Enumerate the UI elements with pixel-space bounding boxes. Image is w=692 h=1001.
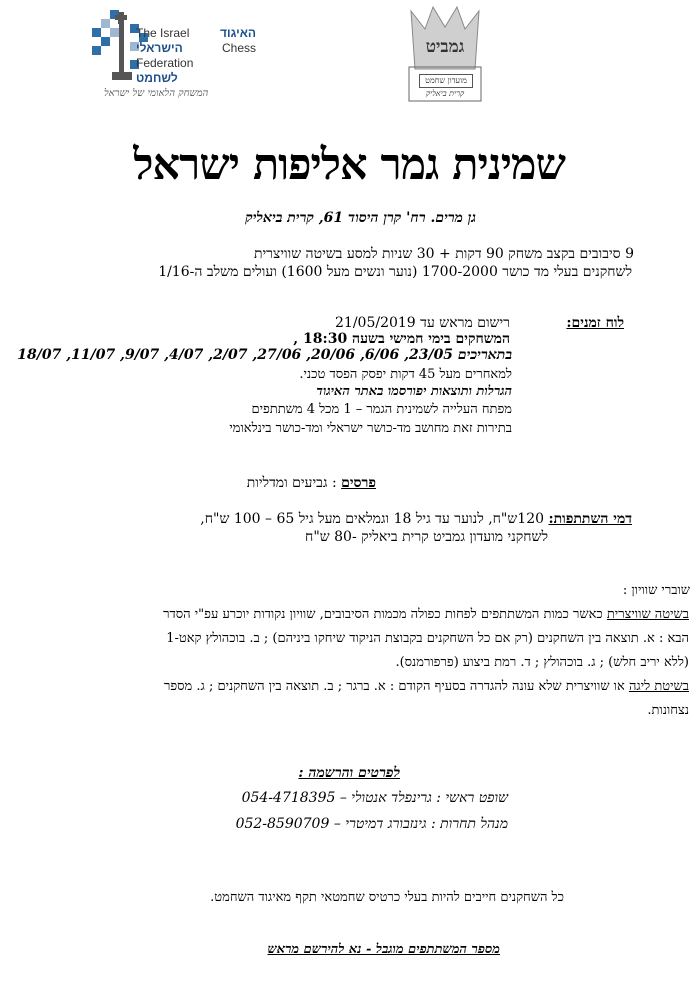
tournament-director-contact: מנהל תחרות : גינזבורג דמיטרי – 052-8590709 [235, 816, 508, 832]
tiebreaks-swiss-line-2: הבא : א. תוצאה בין השחקנים (רק אם כל השחקנים בקבוצת הניקוד שיחקו ביניהם) ; ב. בוכהולץ קאט-1 [166, 631, 689, 646]
fees-line-2: לשחקני מועדון גמביט קרית ביאליק -80 ש"ח [305, 529, 548, 545]
fees-label: דמי השתתפות: [548, 511, 632, 527]
gambit-club-subtitle: מועדון שחמט [419, 74, 473, 88]
schedule-late-note: למאחרים מעל 45 דקות יפסק הפסד טכני. [299, 367, 512, 382]
swiss-text-1: כאשר כמות המשתתפים לפחות כפולה מכמות הסיבובים, שוויון נקודות יוכרע עפ"י הסדר [163, 607, 607, 622]
gambit-club-logo [405, 3, 485, 103]
tiebreaks-swiss-line-1 [0, 606, 689, 623]
footer-note: מספר המשתתפים מוגבל - נא להירשם מראש [267, 942, 500, 957]
federation-en-line: The Israel [136, 26, 190, 40]
fees-text-1: 120ש"ח, לנוער עד גיל 18 וגמלאים מעל גיל 65 – 100 ש"ח, [200, 511, 549, 527]
prizes-text: : גביעים ומדליות [246, 475, 342, 491]
federation-tagline: המשחק הלאומי של ישראל [104, 88, 209, 99]
gambit-club-name: גמביט [425, 37, 465, 57]
israel-chess-federation-logo [92, 6, 282, 106]
contact-heading: לפרטים והרשמה : [298, 765, 400, 781]
schedule-draws-note: הגרלות ותוצאות יפורסמו באתר האיגוד [316, 384, 512, 399]
gambit-club-city: קרית ביאליק [425, 89, 465, 98]
schedule-qualification: מפתח העלייה לשמינית הגמר – 1 מכל 4 משתתפים [251, 402, 512, 417]
schedule-dates: בתאריכים 23/05, 6/06, 20/06, 27/06, 2/07, 4/07, 9/07, 11/07, 18/07 [17, 347, 512, 363]
tiebreaks-league-line-2: נצחונות. [647, 703, 689, 718]
federation-he-line: האיגוד [219, 26, 256, 40]
federation-he-line: לשחמט [136, 71, 178, 85]
tiebreaks-heading: שוברי שוויון : [622, 583, 690, 598]
league-text-1: או שוויצרית שלא עונה להגדרה בסעיף הקודם : א. ברגר ; ב. תוצאה בין השחקנים ; ג. מספר [163, 679, 629, 694]
federation-en-line: Chess [221, 41, 256, 55]
schedule-games-time: המשחקים בימי חמישי בשעה 18:30 , [293, 331, 510, 347]
membership-note: כל השחקנים חייבים להיות בעלי כרטיס שחמטאי תקף מאיגוד השחמט. [210, 890, 564, 905]
venue-address: גן מרים. רח' קרן היסוד 61, קרית ביאליק [245, 210, 476, 226]
tiebreaks-league-line-1 [0, 678, 689, 695]
swiss-system-label: בשיטה שוויצרית [606, 607, 689, 622]
format-line-1: 9 סיבובים בקצב משחק 90 דקות + 30 שניות למסע בשיטה שוויצרית [253, 246, 634, 262]
prizes-line [210, 474, 376, 492]
federation-he-line: הישראלי [136, 41, 183, 55]
schedule-rating-note: בתירות זאת מחושב מד-כושר ישראלי ומד-כושר בינלאומי [229, 421, 512, 436]
schedule-registration: רישום מראש עד 21/05/2019 [335, 315, 510, 331]
league-system-label: בשיטת ליגה [628, 679, 689, 694]
format-line-2: לשחקנים בעלי מד כושר 1700-2000 (נוער ונשים מעל 1600) ועולים משלב ה-1/16 [158, 264, 632, 280]
prizes-label: פרסים [341, 475, 376, 491]
schedule-label-text: לוח זמנים [571, 315, 624, 331]
federation-name-block [136, 26, 256, 86]
fees-line-1 [150, 510, 632, 528]
tiebreaks-swiss-line-3: (ללא יריב חלש) ; ג. בוכהולץ ; ד. רמת ביצוע (פרפורמנס). [395, 655, 689, 670]
chief-arbiter-contact: שופט ראשי : גרינפלד אנטולי – 054-4718395 [241, 790, 508, 806]
page-title: שמינית גמר אליפות ישראל [133, 140, 565, 190]
federation-en-line: Federation [136, 56, 194, 70]
schedule-label: לוח זמנים: [566, 315, 624, 331]
